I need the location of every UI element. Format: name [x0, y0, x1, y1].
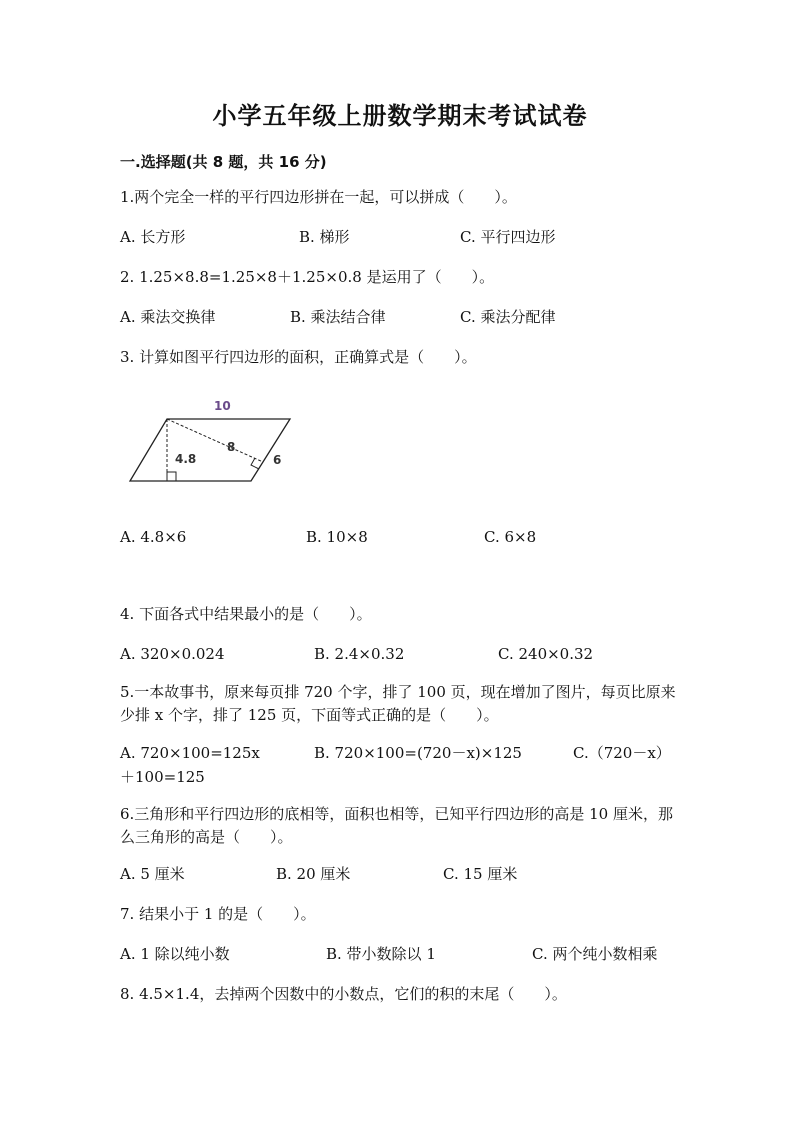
diagonal-right-angle-mark	[251, 458, 259, 469]
question-3-option-c: C. 6×8	[484, 528, 537, 546]
question-7-stem: 7. 结果小于 1 的是（ ）。	[120, 905, 316, 923]
question-1-stem: 1.两个完全一样的平行四边形拼在一起，可以拼成（ ）。	[120, 188, 517, 206]
question-1-option-c: C. 平行四边形	[460, 228, 556, 246]
question-6-option-b: B. 20 厘米	[276, 865, 351, 883]
question-7-option-c: C. 两个纯小数相乘	[532, 945, 658, 963]
diagonal-height-label: 8	[227, 440, 236, 454]
question-5-stem: 5.一本故事书，原来每页排 720 个字，排了 100 页，现在增加了图片，每页比原来少排 x 个字，排了 125 页，下面等式正确的是（ ）。	[120, 683, 676, 724]
question-4-option-b: B. 2.4×0.32	[314, 645, 405, 663]
question-2-stem: 2. 1.25×8.8=1.25×8＋1.25×0.8 是运用了（ ）。	[120, 268, 495, 286]
question-3-option-b: B. 10×8	[306, 528, 368, 546]
question-4-stem: 4. 下面各式中结果最小的是（ ）。	[120, 605, 372, 623]
question-8-stem: 8. 4.5×1.4，去掉两个因数中的小数点，它们的积的末尾（ ）。	[120, 985, 567, 1003]
question-5-option-a: A. 720×100=125x	[120, 744, 260, 762]
question-6-stem: 6.三角形和平行四边形的底相等，面积也相等，已知平行四边形的高是 10 厘米，那么三角形的高是（ ）。	[120, 805, 673, 846]
question-4-option-c: C. 240×0.32	[498, 645, 594, 663]
vertical-height-label: 4.8	[175, 452, 197, 466]
question-2-option-a: A. 乘法交换律	[120, 308, 216, 326]
question-2-option-c: C. 乘法分配律	[460, 308, 556, 326]
question-6-option-c: C. 15 厘米	[443, 865, 518, 883]
question-7-option-a: A. 1 除以纯小数	[120, 945, 230, 963]
section-heading: 一.选择题(共 8 题，共 16 分)	[120, 153, 327, 171]
parallelogram-figure	[120, 390, 310, 490]
parallelogram-outline	[130, 419, 290, 481]
side-length-label: 6	[273, 453, 282, 467]
question-1-option-a: A. 长方形	[120, 228, 186, 246]
question-2-option-b: B. 乘法结合律	[290, 308, 386, 326]
vertical-right-angle-mark	[167, 472, 176, 481]
question-3-stem: 3. 计算如图平行四边形的面积，正确算式是（ ）。	[120, 348, 477, 366]
question-6-option-a: A. 5 厘米	[120, 865, 185, 883]
question-7-option-b: B. 带小数除以 1	[326, 945, 436, 963]
question-5-option-c: C.（720－x）＋100=125	[120, 744, 671, 786]
top-length-label: 10	[214, 399, 231, 413]
question-4-option-a: A. 320×0.024	[120, 645, 225, 663]
question-5-option-b: B. 720×100=(720－x)×125	[314, 744, 522, 762]
question-1-option-b: B. 梯形	[299, 228, 350, 246]
page-title: 小学五年级上册数学期末考试试卷	[212, 102, 588, 130]
question-3-option-a: A. 4.8×6	[120, 528, 187, 546]
